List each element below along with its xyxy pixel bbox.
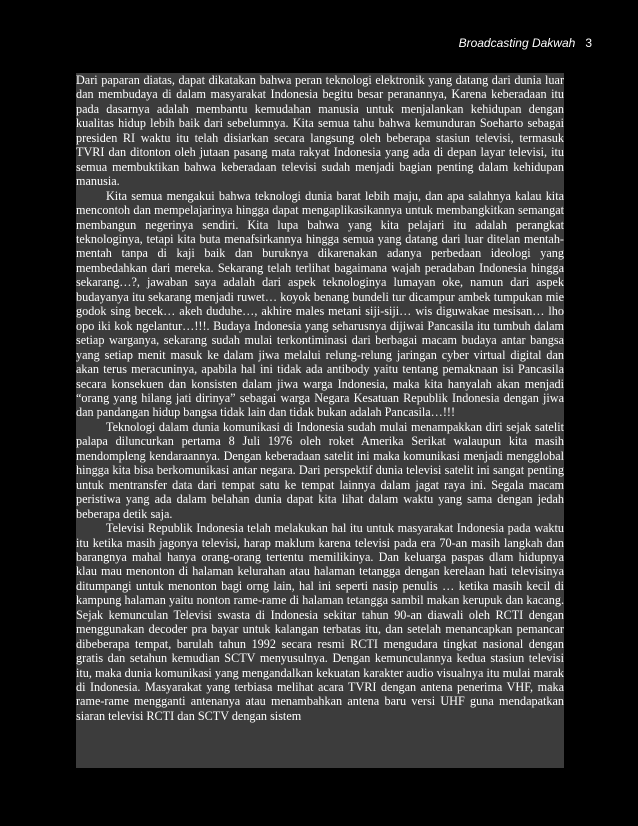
paragraph-1: Dari paparan diatas, dapat dikatakan bahwa peran teknologi elektronik yang datang dari dunia luar dan membudaya di dalam masyarakat Indonesia begitu besar peranannya, Karena keberadaan itu pada dasarnya adalah membantu kemudahan manusia untuk menjalankan kehidupan dengan kualitas hidup lebih baik dari sebelumnya. Kita semua tahu bahwa kemunduran Soeharto sebagai presiden RI waktu itu telah disiarkan secara langsung oleh beberapa stasiun televisi, termasuk TVRI dan ditonton oleh jutaan pasang mata rakyat Indonesia yang ada di depan layar televisi, itu semua membuktikan bahwa keberadaan televisi sudah menjadi bagian penting dalam kehidupan manusia. <box>76 73 564 189</box>
running-header <box>459 36 592 50</box>
paragraph-4: Televisi Republik Indonesia telah melakukan hal itu untuk masyarakat Indonesia pada waktu itu ketika masih jagonya televisi, harap maklum karena televisi pada era 70-an masih langkah dan barangnya mahal hanya orang-orang tertentu memilikinya. Dan keluarga paspas dlam hidupnya klau mau menonton di halaman kelurahan atau halaman tetangga dengan kerelaan hati televisinya ditumpangi untuk menonton bagi orng lain, hal ini seperti nasip penulis … ketika masih kecil di kampung halaman yaitu nonton rame-rame di halaman tetangga sambil makan kerupuk dan kacang. Sejak kemunculan Televisi swasta di Indonesia sekitar tahun 90-an diawali oleh RCTI dengan menggunakan decoder pra bayar untuk kalangan terbatas itu, dan setelah menancapkan pemancar dibeberapa tempat, barulah tahun 1992 secara resmi RCTI mengudara tingkat nasional dengan gratis dan setahun kemudian SCTV menyusulnya. Dengan kemunculannya kedua stasiun televisi itu, maka dunia komunikasi yang mengandalkan kekuatan karakter audio visualnya itu mulai marak di Indonesia. Masyarakat yang terbiasa melihat acara TVRI dengan antena penerima VHF, maka rame-rame mengganti antenanya atau menambahkan antena baru versi UHF guna mendapatkan siaran televisi RCTI dan SCTV dengan sistem <box>76 521 564 723</box>
paragraph-2: Kita semua mengakui bahwa teknologi dunia barat lebih maju, dan apa salahnya kalau kita mencontoh dan mempelajarinya hingga dapat mengaplikasikannya untuk membangkitkan semangat membangun negerinya sendiri. Kita lupa bahwa yang kita pelajari itu adalah perangkat teknologinya, tetapi kita buta menafsirkannya hingga semua yang datang dari luar ditelan mentah-mentah tanpa di kaji baik dan buruknya dikarenakan adanya perbedaan ideologi yang membedahkan dari mereka. Sekarang telah terlihat bagaimana wajah peradaban Indonesia hingga sekarang…?, jawaban saya adalah dari aspek teknologinya lumayan oke, namun dari aspek budayanya itu sekarang menjadi ruwet… koyok benang bundeli tur dicampur ambek tumpukan mie godok sing becek… akeh duduhe…, akhire males metani siji-siji… wis diguwakae mesisan… lho opo iki kok ngelantur…!!!. Budaya Indonesia yang seharusnya dijiwai Pancasila itu tumbuh dalam setiap warganya, sekarang sudah mulai terkontiminasi dari berbagai macam budaya antar bangsa yang setiap menit masuk ke dalam jiwa melalui relung-relung jaringan cyber virtual digital dan akan terus meracuninya, apabila hal ini tidak ada antibody yaitu tentang pemaknaan isi Pancasila secara konsekuen dan konsisten dalam jiwa warga Indonesia, maka kita hanyalah akan menjadi “orang yang hilang jati dirinya” sebagai warga Negara Kesatuan Republik Indonesia dengan jiwa dan pandangan hidup bangsa tidak lain dan tidak bukan adalah Pancasila…!!! <box>76 188 564 420</box>
page-number: 3 <box>585 36 592 50</box>
paragraph-3: Teknologi dalam dunia komunikasi di Indonesia sudah mulai menampakkan diri sejak satelit palapa diluncurkan pertama 8 Juli 1976 oleh roket Amerika Serikat walaupun kita masih mendompleng kendaraannya. Dengan keberadaan satelit ini maka komunikasi menjadi mengglobal hingga kita bisa berkomunikasi antar negara. Dari perspektif dunia televisi satelit ini sangat penting untuk mentransfer data dari tempat satu ke tempat lainnya dalam jagat raya ini. Segala macam peristiwa yang ada dalam belahan dunia dapat kita lihat dalam waktu yang sama dengan jedah beberapa detik saja. <box>76 419 564 521</box>
body-text-block <box>76 73 564 768</box>
header-title: Broadcasting Dakwah <box>458 36 576 50</box>
